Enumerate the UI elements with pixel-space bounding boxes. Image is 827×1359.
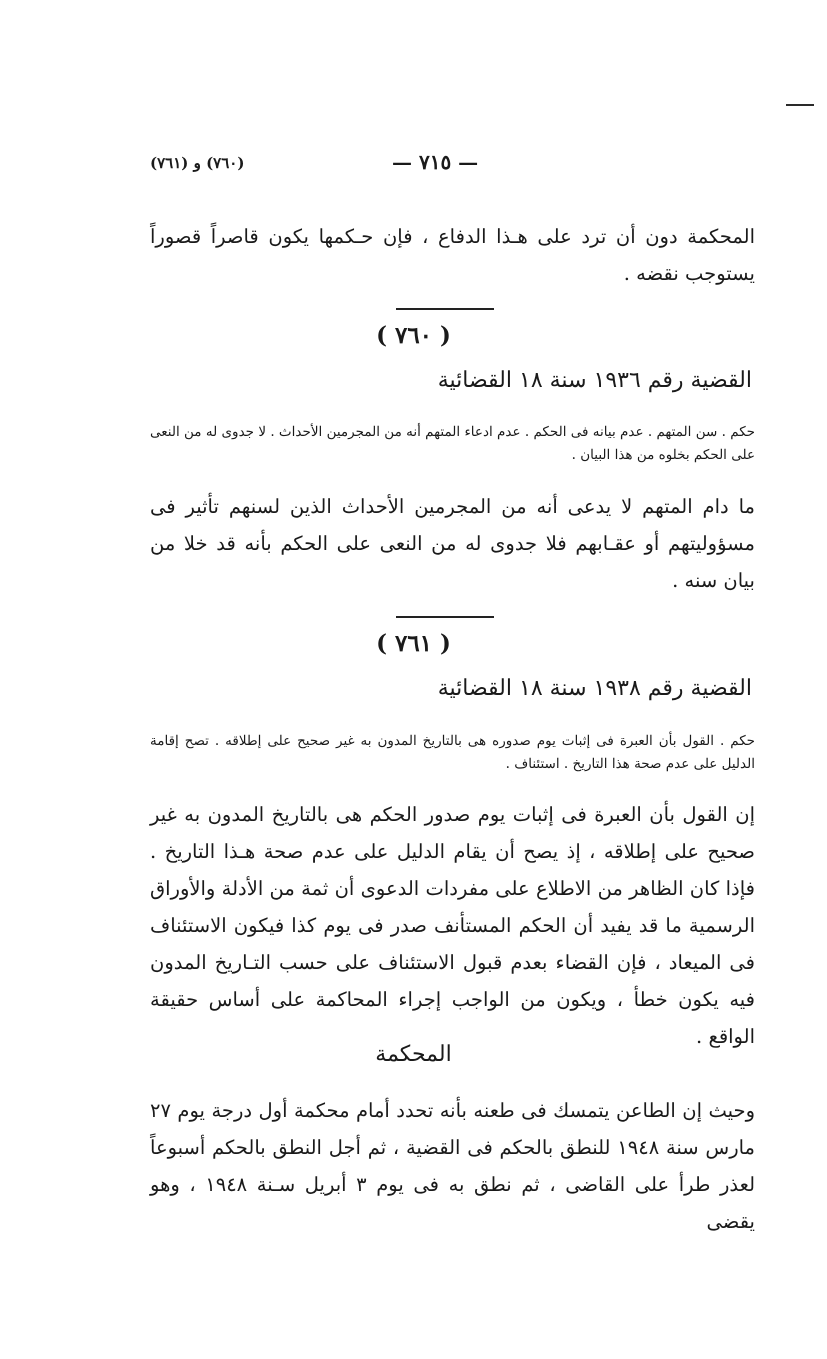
case-761-summary: حكم . القول بأن العبرة فى إثبات يوم صدوره هى بالتاريخ المدون به غير صحيح على إطلاقه . تصح إقامة الدليل على عدم صحة هذا التاريخ . استئناف .: [150, 733, 755, 772]
separator-rule: [396, 308, 494, 310]
court-section-title: المحكمة: [375, 1042, 452, 1067]
case-761-title: القضية رقم ١٩٣٨ سنة ١٨ القضائية: [437, 676, 752, 701]
page-edge-mark: [786, 104, 814, 106]
page-header: [0, 150, 827, 180]
intro-paragraph: المحكمة دون أن ترد على هـذا الدفاع ، فإن حـكمها يكون قاصراً قصوراً يستوجب نقضه .: [150, 225, 755, 285]
case-760-title: القضية رقم ١٩٣٦ سنة ١٨ القضائية: [437, 368, 752, 393]
court-paragraph: وحيث إن الطاعن يتمسك فى طعنه بأنه تحدد أمام محكمة أول درجة يوم ٢٧ مارس سنة ١٩٤٨ للنطق بالحكم فى القضية ، ثم أجل النطق بالحكم أسبوعاً لعذر طرأ على القاضى ، ثم نطق به فى يوم ٣ أبريل سـنة ١٩٤٨ ، وهو يقضى: [150, 1099, 756, 1233]
case-760-summary: حكم . سن المتهم . عدم بيانه فى الحكم . عدم ادعاء المتهم أنه من المجرمين الأحداث . لا جدوى له من النعى على الحكم بخلوه من هذا البيان .: [150, 424, 755, 463]
separator-rule: [396, 616, 494, 618]
case-761-number: ( ٧٦١ ): [376, 630, 451, 657]
case-761-principle: إن القول بأن العبرة فى إثبات يوم صدور الحكم هى بالتاريخ المدون به غير صحيح على إطلاقه ، إذ يصح أن يقام الدليل على عدم صحة هـذا التاريخ . فإذا كان الظاهر من الاطلاع على مفردات الدعوى أن ثمة من الأدلة والأوراق الرسمية ما قد يفيد أن الحكم المستأنف صدر فى يوم كذا فيكون الاستئناف فى الميعاد ، فإن القضاء بعدم قبول الاستئناف على حسب التـاريخ المدون فيه يكون خطأ ، ويكون من الواجب إجراء المحاكمة على أساس حقيقة الواقع .: [150, 803, 755, 1048]
case-760-principle: ما دام المتهم لا يدعى أنه من المجرمين الأحداث الذين لسنهم تأثير فى مسؤوليتهم أو عقـابهم فلا جدوى له من النعى على الحكم بأنه قد خلا من بيان سنه .: [150, 495, 755, 592]
running-reference: (٧٦٠) و (٧٦١): [150, 154, 245, 172]
page-number: — ٧١٥ —: [392, 150, 479, 174]
case-760-number: ( ٧٦٠ ): [376, 322, 451, 349]
